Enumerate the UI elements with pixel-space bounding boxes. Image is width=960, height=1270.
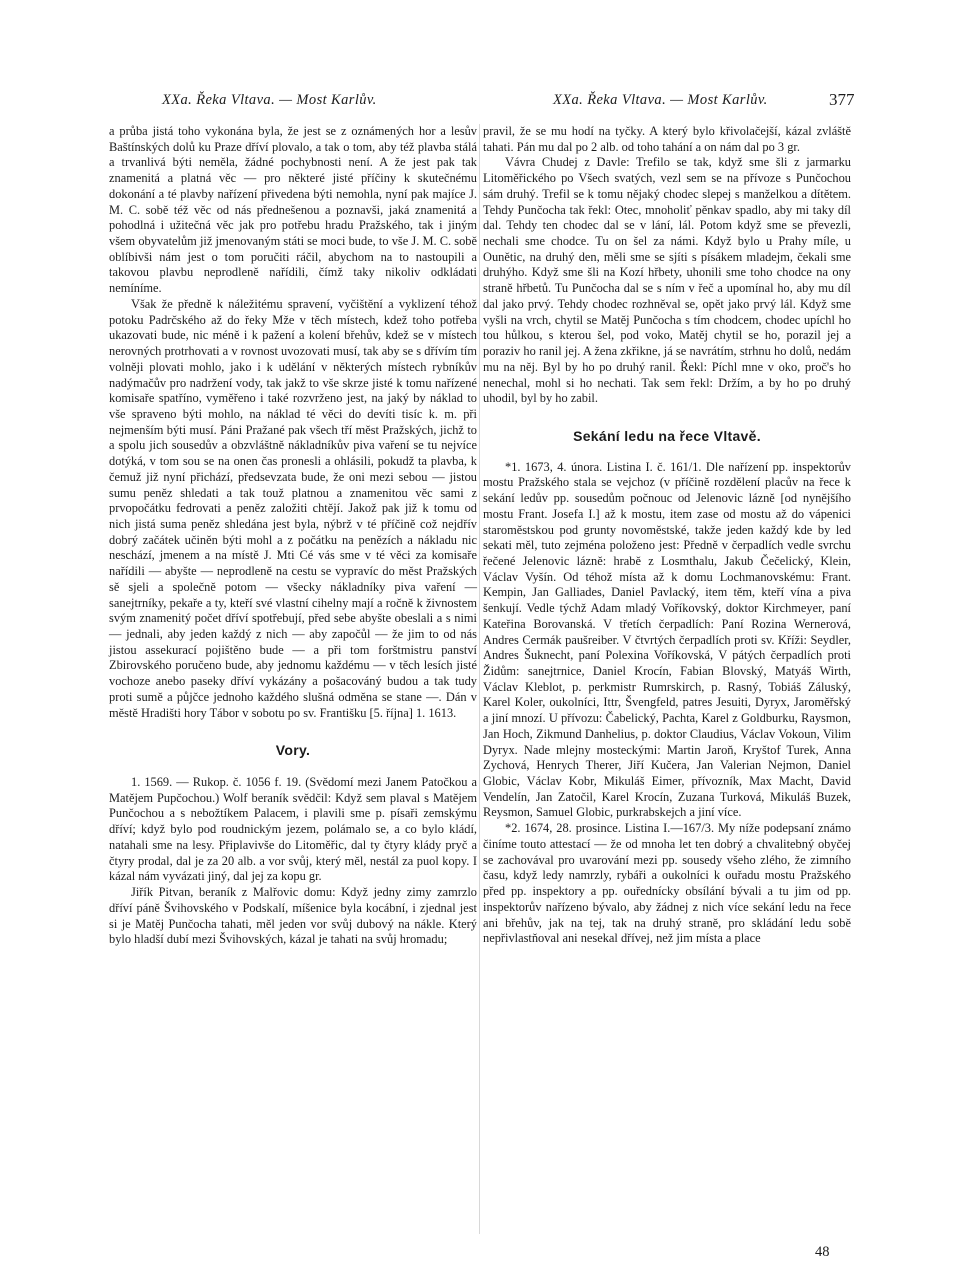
signature-mark: 48 — [815, 1244, 830, 1260]
column-divider — [479, 124, 480, 1234]
running-head-right: XXa. Řeka Vltava. — Most Karlův. — [553, 92, 768, 108]
right-column — [483, 124, 851, 947]
section-title-ice-cutting: Sekání ledu na řece Vltavě. — [573, 427, 761, 444]
section-title-vory: Vory. — [275, 742, 311, 759]
paragraph: 1. 1569. — Rukop. č. 1056 f. 19. (Svědomí mezi Janem Patočkou a Matějem Pupčochou.) Wolf beraník svědčil: Když sem plaval s Matějem Punčochou a s nebožtíkem Palacem, i plavili sme p. písaři zemskýmu dříví; když bylo pod roudnickým jezem, polámalo se, a co bylo kládí, natahali sme na lesy. Připlavivše do Litoměřic, dal ty čtyry klády pryč a čtyry prodal, dal je za 20 alb. a vor svůj, který měl, nestál za puol kopy. I kázal nám vyvázati jiný, dal jej za kopu gr. — [109, 775, 477, 884]
paragraph: a průba jistá toho vykonána byla, že jest se z oznámených hor a lesův Baštínských dolů ku Praze dříví plovalo, a tak o tom, aby též plavba stálá a trvanlivá býti neměla, žádné pochybnosti není. A že jest pak tak znamenitá a platná věc — pro některé jisté příčiny k skutečnému dokonání a té plavby nařízení přivedena býti nemohla, nyní pak majíce J. M. C. sobě též věc od nás přednešenou a poznavši, jaká znamenitá a pohodlná i užitečná věc jak pro potřebu hradu Pražského, tak i jiným všem obyvatelům již jmenovaným státi se moci bude, to vše J. M. C. sobě oblíbivši nám jest o tom poručiti ráčil, abychom na to nastoupili a takovou plavbu neprodleně nařídili, čímž taky nikoliv odkládati nemíníme. — [109, 124, 477, 296]
paragraph: *2. 1674, 28. prosince. Listina I.—167/3. My níže podepsaní známo činíme touto attestací — že od mnoha let ten dobrý a chvalitebný obyčej se zachovával pro uvarování mezi pp. sousedy všeho zlého, že zimního času, když ledy namrzly, rybáři a oukolníci k ouřadu mostu Pražského před pp. inspektory a pp. ouřednícky obsílání bývali a tu jim od pp. inspektorův nařízeno bývalo, aby žádnej z nich více sekání ledu na řece ani břehův, jak na tej, tak na druhý straně, pro skládání ledu sobě nepřivlastňoval ani nesekal dřívej, než jim místa a place — [483, 821, 851, 946]
running-head-left: XXa. Řeka Vltava. — Most Karlův. — [162, 92, 377, 108]
paragraph: pravil, že se mu hodí na tyčky. A který bylo křivolačejší, kázal zvláště tahati. Pán mu dal po 2 alb. od toho tahání a on nám dal po 3 gr. — [483, 124, 851, 154]
paragraph: Jiřík Pitvan, beraník z Malřovic domu: Když jedny zimy zamrzlo dříví páně Švihovského v Podskalí, míšenice byla kocábní, i zjednal jest si je Matěj Punčocha tahati, měl jeden vor svůj dubový na nákle. Který bylo hladší dubí mezi Švihovských, kázal je tahati na svůj hromadu; — [109, 885, 477, 947]
page-number: 377 — [829, 90, 855, 109]
paragraph: *1. 1673, 4. února. Listina I. č. 161/1. Dle nařízení pp. inspektorův mostu Pražského stala se vejchoz (v příčině rozdělení placův na řece k sekání ledův pp. sousedům počnouc od Jelenovic lázně [od nynějšího mostu Frant. Josefa I.] až k mostu, item zase od mostu až do vápenici staroměstskou pod grunty novoměstské, takže jeden každý kde by led sekati měl, tuto zejména položeno jest: Předně v čerpadlích vedle svrchu řečené Jelenovic lázně: hrabě z Losmthalu, Jakub Čečelický, Klein, Václav Vyšín. Od téhož místa až k domu Lochmanovskému: Frant. Kempin, Jan Galliades, Daniel Pavlacký, item těm, kteří vína a piva šenkují. Vedle týchž Adam mladý Voříkovský, doktor Kirchmeyer, paní Kateřina Borovanská. V třetích čerpadlích: Paní Rozina Wernerová, Andres Cermák paušreiber. V čtvrtých čerpadlích proti sv. Kříži: Seydler, Andres Šuknecht, paní Polexina Voříkovská, V pátých čerpadlích proti Židům: sanejtrnice, Daniel Krocín, Fabian Blovský, Matyáš Wirth, Václav Kleblot, p. perkmistr Rumrskirch, p. Rasný, Tobiáš Záluský, Karel Koler, oukolníci, Ittr, Švengfeld, patres Jesuiti, Dyryx, Jaroměřský a jiní mnozí. U přívozu: Čabelický, Pachta, Karel z Goldburku, Raysmon, Jan Hoch, Zikmund Danhelius, p. doktor Claudius, Václav Vokoun, Vilim Dyryx. Nade mlejny mosteckými: Martin Jaroň, Kryštof Turek, Anna Zychová, Henrych Therer, Jiří Kučera, Jan Valerian Nejmon, Daniel Globic, Václav Kobr, Mikuláš Eimer, přívozník, Max Macht, David Vendelín, Jan Zatočil, Karel Krocín, Zuzana Turková, Mikuláš Buzek, Reysmon, Samuel Globic, purkrabskejch a jiní více. — [483, 459, 851, 820]
left-column — [109, 124, 477, 948]
paragraph: Však že předně k náležitému spravení, vyčištění a vyklizení téhož potoku Padrčského až do řeky Mže v těch místech, kdež toho potřeba ukazovati bude, nic méně i k pažení a kolení břehův, kdež se v místech nerovných protrhovati a v rovnost uvozovati musí, tak aby se s dřívím tím volněji plovati mohlo, jako i k udělání v některých místech rybníkův nadýmačův pro nadržení vody, tak jakž to vše skrze jisté k tomu nařízené komisaře spatříno, vyměřeno i také rozvrženo jest, na jaký by náklad to vše spraveno býti mohlo, na náklad té věci do devíti tisíc k. m. při nejmenším býti musí. Páni Pražané pak všech tří měst Pražských, jichž to a spolu jich sousedův a obzvláštně nákladníkův piva vaření se tu nejvíce dotýká, v tom sou se na onen čas pronesli a ohlásili, pokudž ta plavba, k čemuž již nyní přichází, předsevzata bude, že oni mezi sebou — jistou sumu peněz shledati a tak touž platnou a znamenitou věc sami z prvopočátku fedrovati a peněz založiti chtějí. Jakož pak již k tomu od nich jistá suma peněz shledána jest byla, nýbrž v té příčině což nejdřív dobrý začátek učiněn býti mohl a z počátku na penězích a nákladu nic neschází, jmenem a na místě J. Mti Cé vás sme v té věci za komisaře nařídili — abyšte — neprodleně na cestu se vypravíc do měst Pražských sě sjeli a společně potom — všecky nákladníky piva vaření — sanejtrníky, pekaře a ty, kteří své vlastní cihelny mají a ročně k živnostem svým znamenitý počet dříví spotřebují, před sebe abyšte obeslali a s nimi — jednali, aby jeden každý z nich — aby započůl — že jim to od nás jistou assekurací pojištěno bude — a při tom forštmistru panství Zbirovského poručeno bude, aby jednomu každému — v těch lesích jisté vochoze anebo paseky dříví vykázány a pošacováný budou a tak tudy proti sumě a půjčce jednoho každého slušná odměna se stane —. Dán v městě Hradišti hory Tábor v sobotu po sv. Františku [5. října] 1. 1613. — [109, 296, 477, 720]
paragraph: Vávra Chudej z Davle: Trefilo se tak, když sme šli z jarmarku Litoměřického po Všech svatých, vezl sem se na přívoze s Punčochou sám druhý. Trefil se k tomu nějaký chodec slepej s manželkou a dítětem. Tehdy Punčocha tak řekl: Otec, mnoholiť pěnkav spadlo, aby mi taky díl dal. Tehdy ten chodec dal se v lání, lál. Potom když sme se převezli, nechali sme chodce. Tu on šel za námi. Když bylo u Prahy míle, u Ounětic, na druhý den, měli sme se sjíti s písákem mladejm, čekali sme druhýho. Když sme šli na Kozí hřbety, uhonili sme toho chodce na ony straně hřbetů. Tu Punčocha dal se s ním v řeč a upomínal ho, aby mu díl dal jako prvý. Tehdy chodec rozhněval se, opět jako prvý lál. Když sme vyšli na vrch, chytil se Matěj Punčocha s tím chodcem, chodec upíchl ho tou hůlkou, s kterou šel, pod voko, Matěj chytil se ho, porazil jej a poraziv ho ranil jej. A žena zkřikne, já se navrátím, strhnu ho dolů, nedám mu na něj. Byl by ho po druhý ranil. Řekl: Píchl mne v oko, proč's ho nenechal, mohl si ho nechati. Tak sem řekl: Držím, a by ho po druhý uhodil, byl by ho zabil. — [483, 155, 851, 406]
